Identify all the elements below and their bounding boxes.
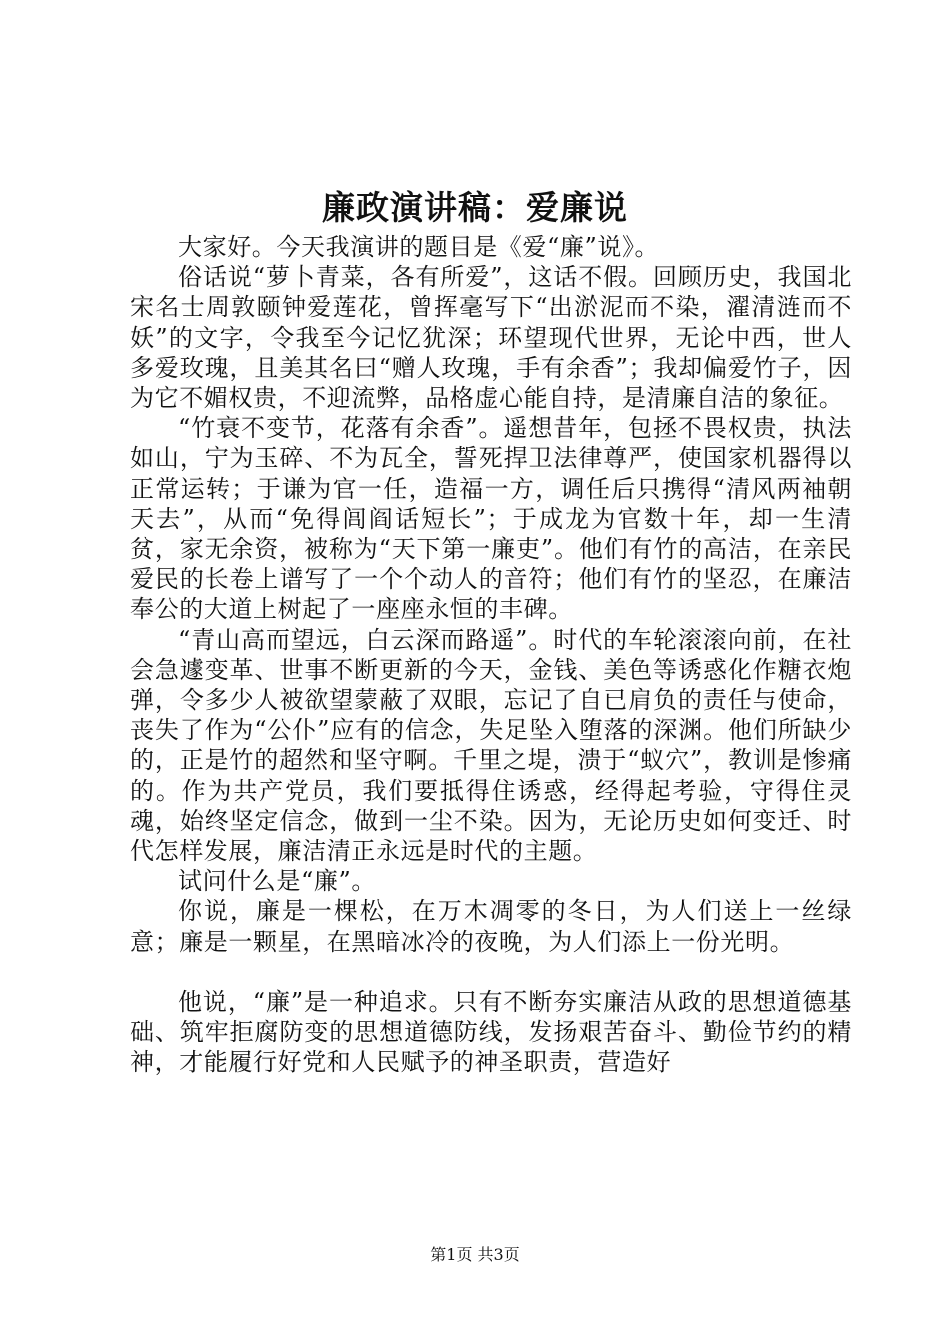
paragraph-bamboo-history: “竹衰不变节，花落有余香”。遥想昔年，包拯不畏权贵，执法如山，宁为玉碎、不为瓦全，誓死捍卫法律尊严，使国家机器得以正常运转；于谦为官一任，造福一方，调任后只携得“清风两袖朝天去”，从而“免得闾阎话短长”；于成龙为官数十年，却一生清贫，家无余资，被称为“天下第一廉吏”。他们有竹的高洁，在亲民爱民的长卷上谱写了一个个动人的音符；他们有竹的坚忍，在廉洁奉公的大道上树起了一座座永恒的丰碑。 <box>130 414 852 624</box>
paragraph-modern-era: “青山高而望远，白云深而路遥”。时代的车轮滚滚向前，在社会急遽变革、世事不断更新的今天，金钱、美色等诱惑化作糖衣炮弹，令多少人被欲望蒙蔽了双眼，忘记了自已肩负的责任与使命，丧失了作为“公仆”应有的信念，失足坠入堕落的深渊。他们所缺少的，正是竹的超然和坚守啊。千里之堤，溃于“蚁穴”，教训是惨痛的。作为共产党员，我们要抵得住诱惑，经得起考验，守得住灵魂，始终坚定信念，做到一尘不染。因为，无论历史如何变迁、时代怎样发展，廉洁清正永远是时代的主题。 <box>130 625 852 866</box>
paragraph-question: 试问什么是“廉”。 <box>178 867 376 896</box>
page-footer: 第1页 共3页 <box>430 1245 520 1264</box>
document-body <box>130 232 852 1077</box>
page-title: 廉政演讲稿：爱廉说 <box>322 188 628 227</box>
paragraph-you-say: 你说，廉是一棵松，在万木凋零的冬日，为人们送上一丝绿意；廉是一颗星，在黑暗冰冷的夜晚，为人们添上一份光明。 <box>130 897 852 956</box>
paragraph-he-says: 他说，“廉”是一种追求。只有不断夯实廉洁从政的思想道德基础、筑牢拒腐防变的思想道德防线，发扬艰苦奋斗、勤俭节约的精神，才能履行好党和人民赋予的神圣职责，营造好 <box>130 987 852 1077</box>
paragraph-preference: 俗话说“萝卜青菜，各有所爱”，这话不假。回顾历史，我国北宋名士周敦颐钟爱莲花，曾挥毫写下“出淤泥而不染，濯清涟而不妖”的文字，令我至今记忆犹深；环望现代世界，无论中西，世人多爱玫瑰，且美其名曰“赠人玫瑰，手有余香”；我却偏爱竹子，因为它不媚权贵，不迎流弊，品格虚心能自持，是清廉自洁的象征。 <box>130 263 852 413</box>
paragraph-greeting: 大家好。今天我演讲的题目是《爱“廉”说》。 <box>178 233 660 261</box>
